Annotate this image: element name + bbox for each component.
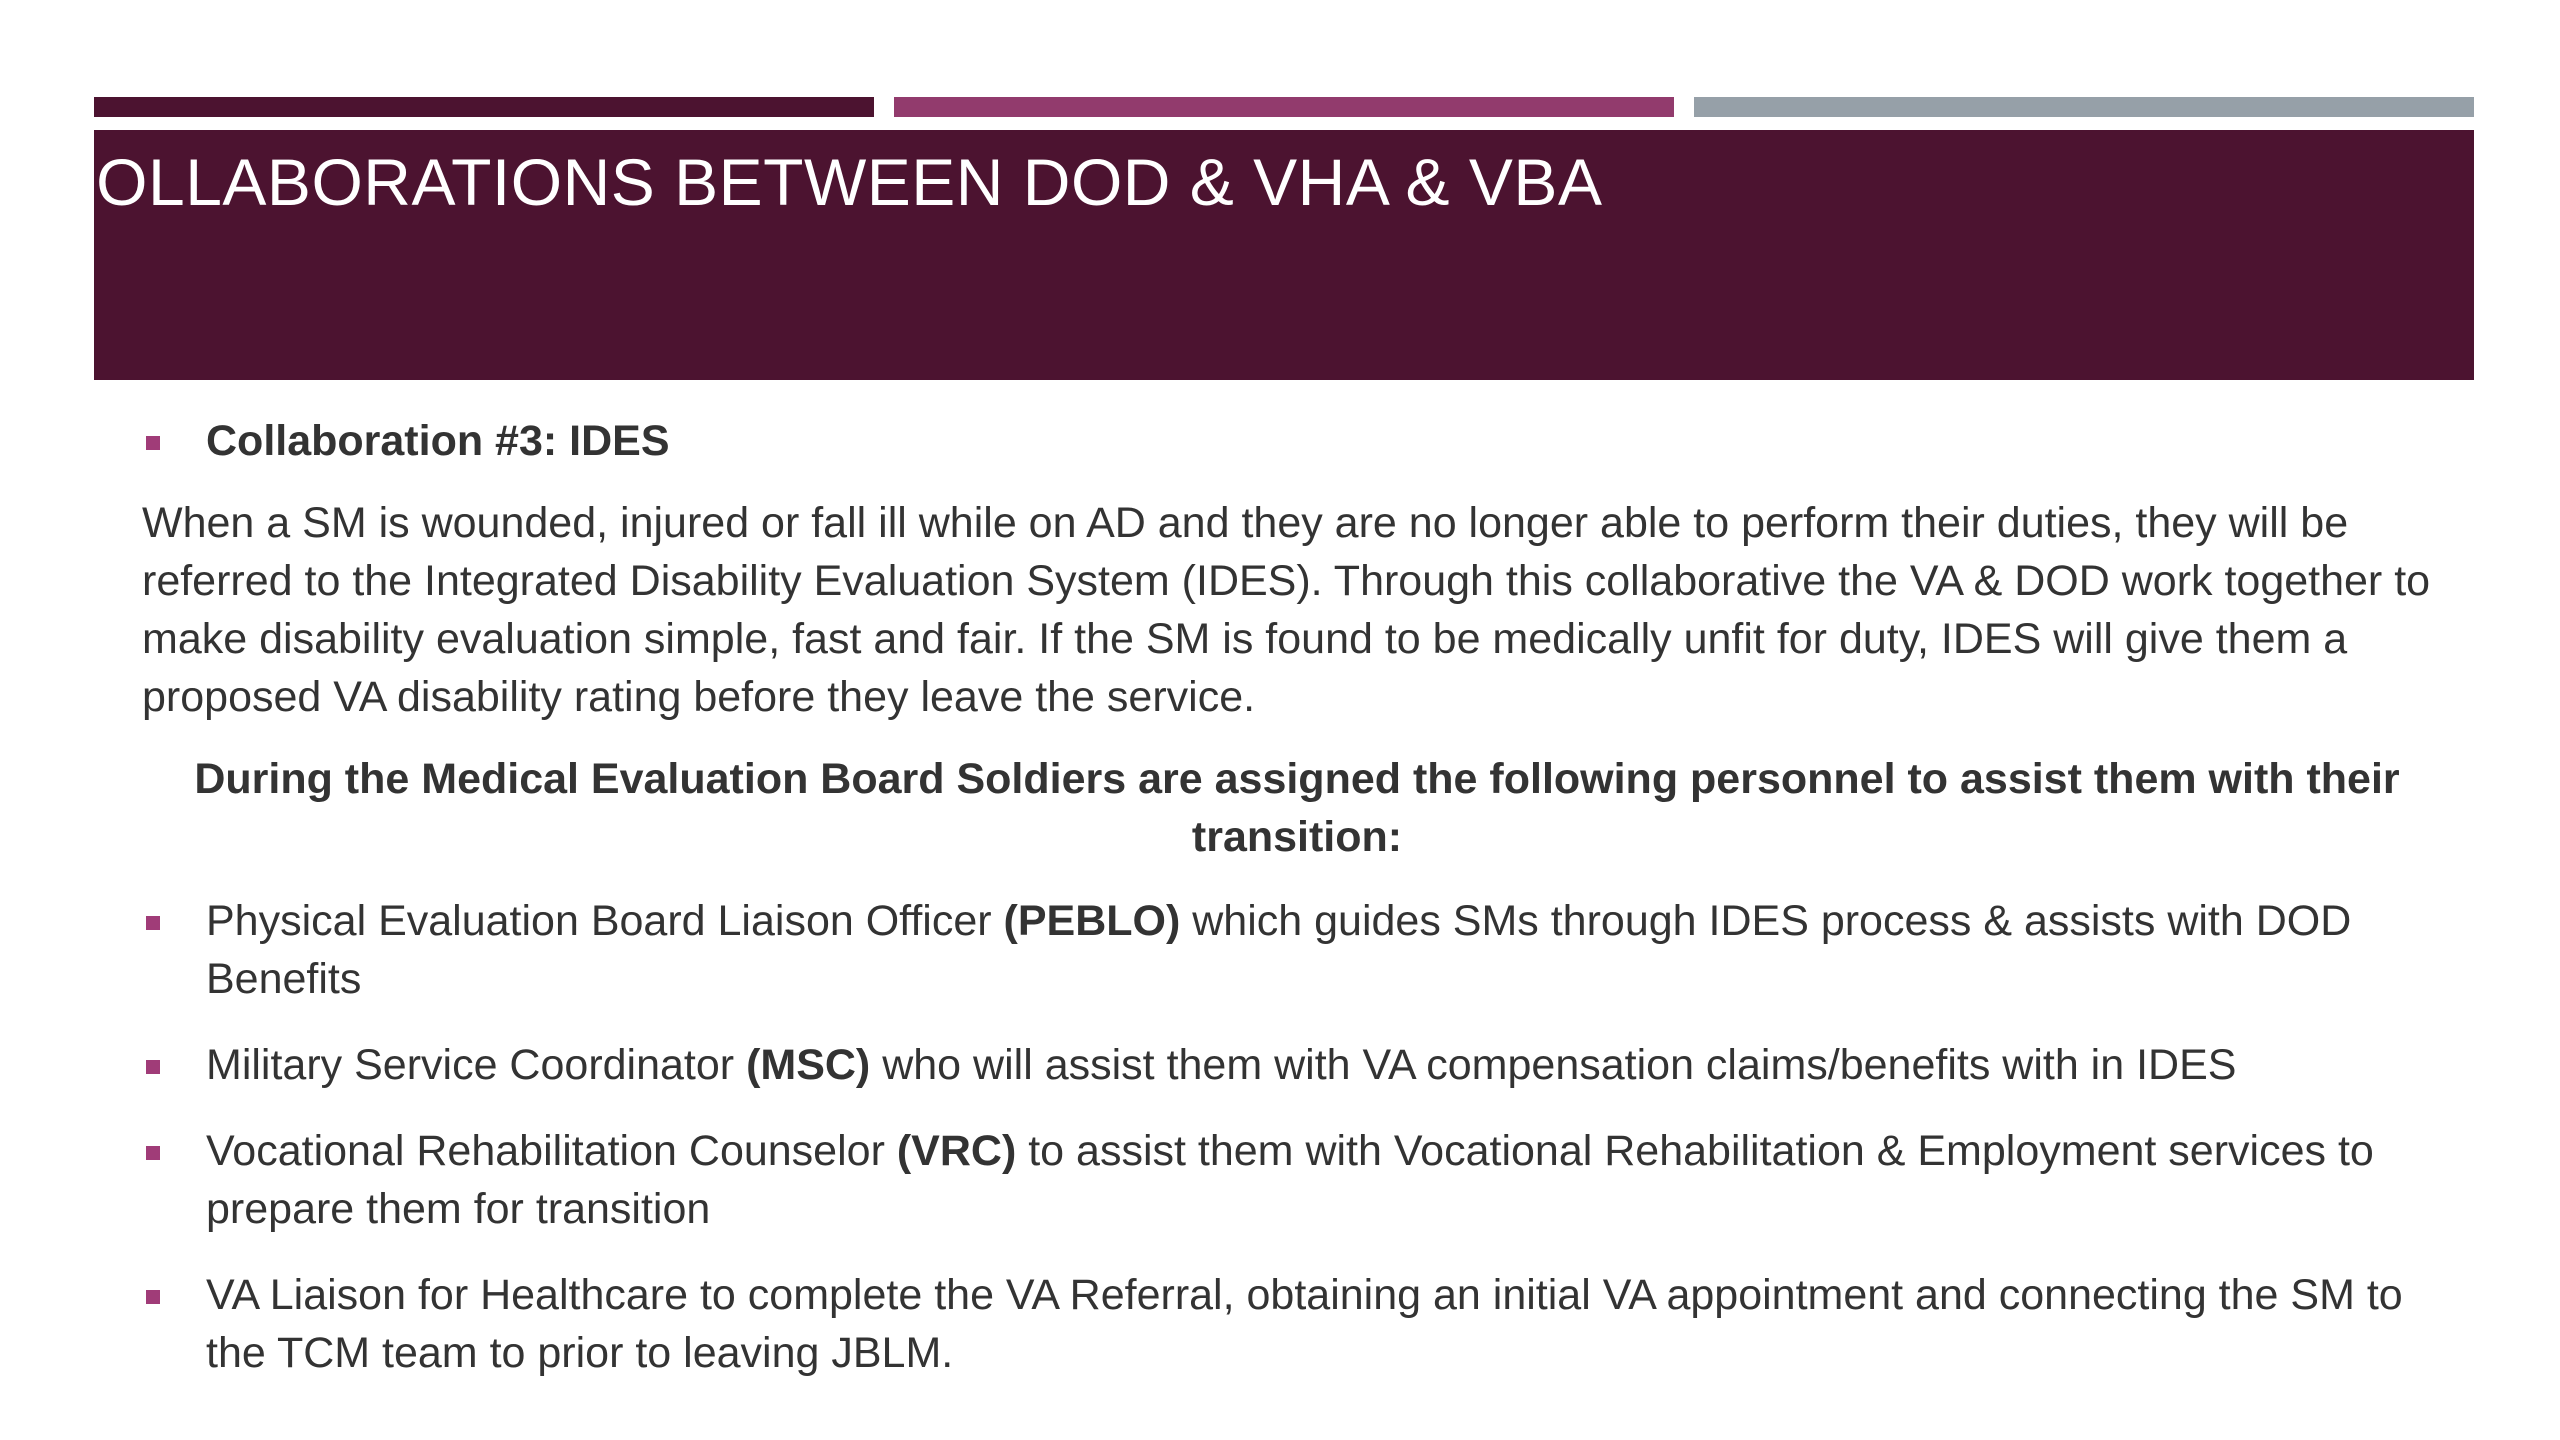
square-bullet-icon [146, 436, 160, 450]
heading-bullet-text: Collaboration #3: IDES [206, 417, 670, 465]
intro-paragraph: When a SM is wounded, injured or fall ill while on AD and they are no longer able to perform their duties, they will be referred to the Integrated Disability Evaluation System (IDES). Through this collaborative the VA & DOD work together to make disability evaluation simple, fast and fair. If the SM is found to be medically unfit for duty, IDES will give them a proposed VA disability rating before they leave the service. [142, 499, 2431, 721]
list-item-lead: Vocational Rehabilitation Counselor [206, 1127, 897, 1175]
square-bullet-icon [146, 1060, 160, 1074]
list-item-rest: to assist them with Vocational Rehabilitation & Employment services to prepare them for transition [206, 1127, 2374, 1233]
list-item-lead: VA Liaison for Healthcare to complete the VA Referral, obtaining an initial VA appointment and connecting the SM to the TCM team to prior to leaving JBLM. [206, 1271, 2403, 1377]
list-item-abbr: (PEBLO) [1003, 897, 1181, 945]
heading-bullet [142, 412, 2452, 470]
list-item [142, 1122, 2452, 1238]
personnel-subheading: During the Medical Evaluation Board Soldiers are assigned the following personnel to assist them with their transition: [194, 755, 2400, 861]
square-bullet-icon [146, 1290, 160, 1304]
list-item [142, 1266, 2452, 1382]
personnel-list [142, 892, 2452, 1382]
square-bullet-icon [146, 1146, 160, 1160]
list-item-rest: which guides SMs through IDES process & assists with DOD Benefits [206, 897, 2352, 1003]
list-item-abbr: (MSC) [746, 1041, 871, 1089]
list-item-abbr: (VRC) [896, 1127, 1017, 1175]
square-bullet-icon [146, 916, 160, 930]
list-item-lead: Military Service Coordinator [206, 1041, 747, 1089]
accent-bar-gray [1694, 97, 2474, 117]
slide-body [142, 412, 2452, 1410]
list-item-rest: who will assist them with VA compensation claims/benefits with in IDES [870, 1041, 2237, 1089]
list-item [142, 1036, 2452, 1094]
list-item [142, 892, 2452, 1008]
accent-bar-magenta [894, 97, 1674, 117]
accent-bar-dark [94, 97, 874, 117]
header-accent-bars [94, 97, 2474, 117]
slide-title: COLLABORATIONS BETWEEN DOD & VHA & VBA [48, 145, 1603, 219]
list-item-lead: Physical Evaluation Board Liaison Officer [206, 897, 1004, 945]
